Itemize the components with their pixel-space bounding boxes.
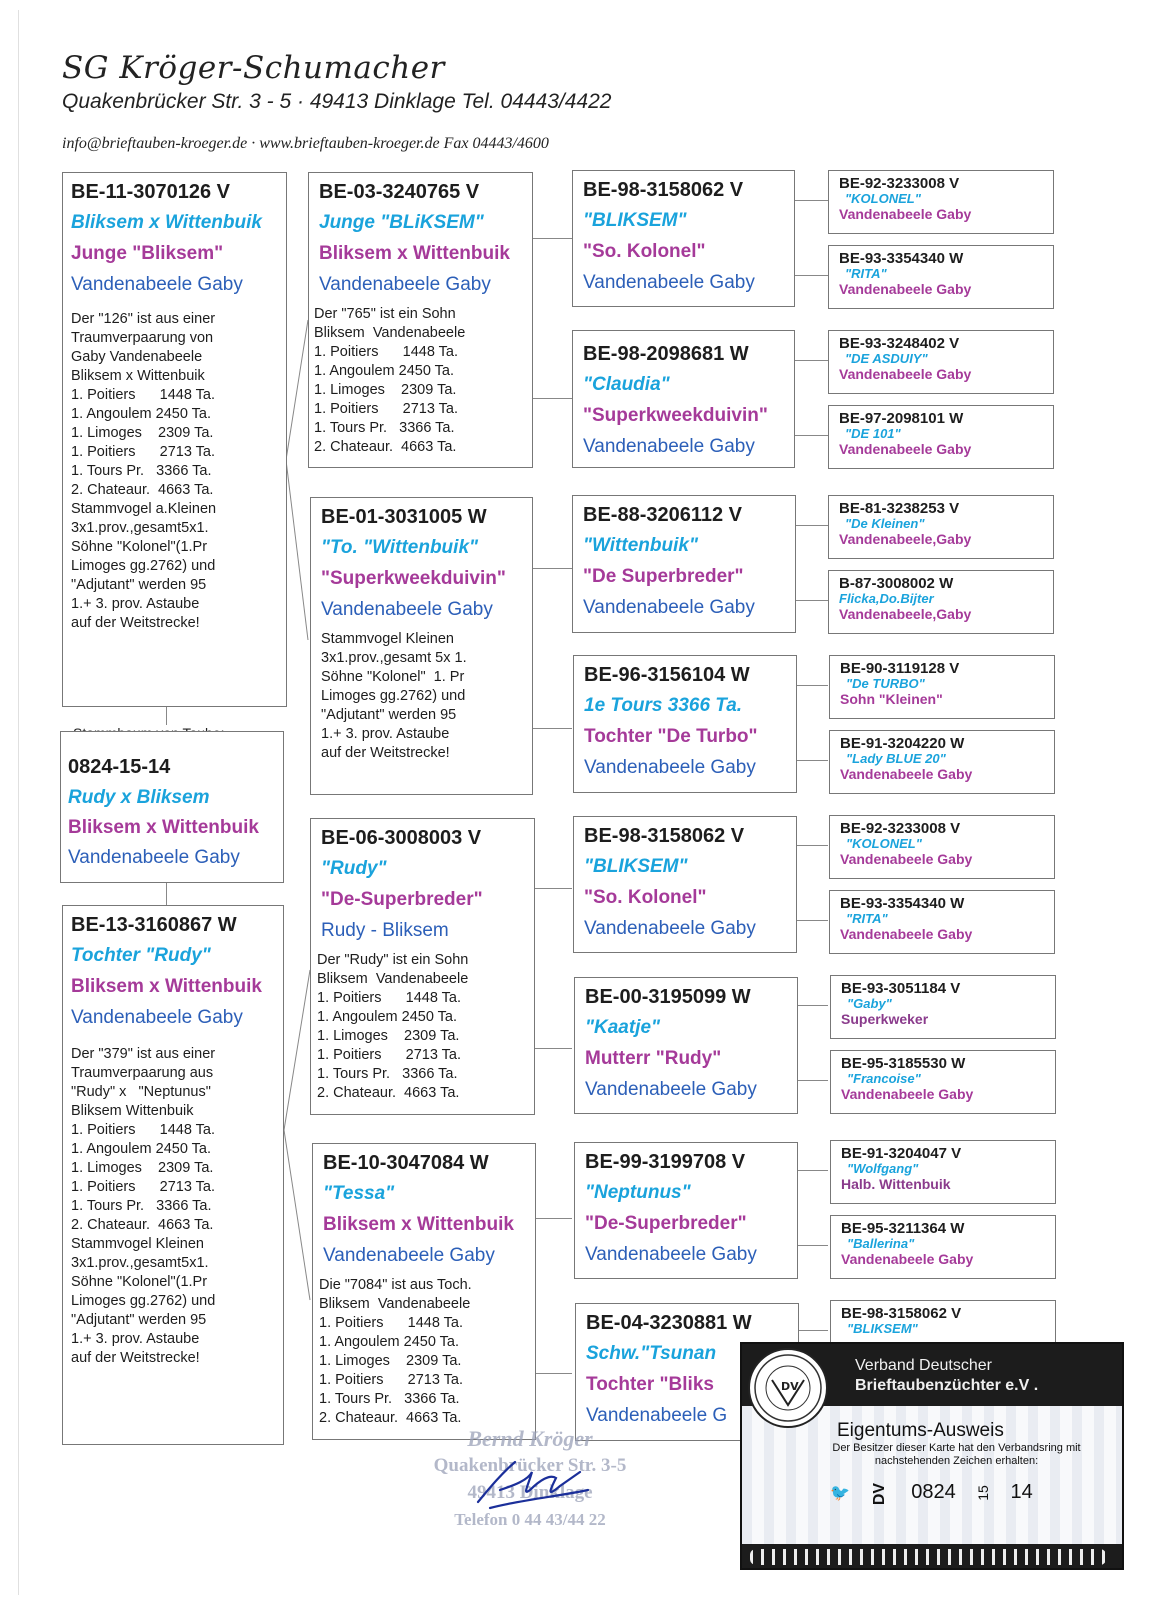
gen3-box <box>572 495 796 633</box>
breeder-contact: info@brieftauben-kroeger.de · www.brieftauben-kroeger.de Fax 04443/4600 <box>62 135 549 152</box>
gen3-ring: BE-04-3230881 W <box>586 1312 752 1334</box>
gen4-name: Flicka,Do.Bijter <box>839 591 934 606</box>
connector-line <box>532 888 572 889</box>
gen3-line: Tochter "De Turbo" <box>584 726 758 747</box>
gen4-box <box>830 1050 1056 1114</box>
gen3-line: Mutterr "Rudy" <box>585 1048 722 1069</box>
gen3-owner: Vandenabeele Gaby <box>584 918 756 939</box>
ring-number: 0824 <box>911 1481 956 1503</box>
gen3-owner: Vandenabeele Gaby <box>584 757 756 778</box>
gen4-ring: BE-95-3211364 W <box>841 1220 965 1237</box>
signature-image <box>470 1450 600 1520</box>
association-name-line1: Verband Deutscher <box>855 1357 992 1374</box>
connector-line <box>794 1245 828 1246</box>
dam-box <box>62 905 284 1445</box>
breeder-name: SG Kröger-Schumacher <box>62 50 445 86</box>
gen3-owner: Vandenabeele G <box>586 1405 728 1426</box>
gen4-name: "RITA" <box>845 266 887 281</box>
gen3-line: "Superkweekduivin" <box>583 405 768 426</box>
ownership-card <box>740 1342 1124 1570</box>
gen2-line: "De-Superbreder" <box>321 889 483 910</box>
sire-title: Junge "Bliksem" <box>71 243 224 264</box>
gen4-ring: BE-97-2098101 W <box>839 410 964 427</box>
connector-line <box>794 1170 828 1171</box>
connector-line <box>532 1048 572 1049</box>
subject-box <box>60 731 284 883</box>
gen3-ring: BE-96-3156104 W <box>584 664 750 686</box>
dam-name: Tochter "Rudy" <box>71 945 211 966</box>
gen4-box <box>828 170 1054 234</box>
gen4-owner: Vandenabeele,Gaby <box>839 531 972 547</box>
gen4-owner: Vandenabeele Gaby <box>839 206 972 222</box>
gen4-owner: Halb. Wittenbuik <box>841 1176 951 1192</box>
gen2-ring: BE-03-3240765 V <box>319 181 480 203</box>
connector-line <box>794 600 828 601</box>
connector-line <box>794 1005 828 1006</box>
gen2-ring: BE-10-3047084 W <box>323 1152 489 1174</box>
gen4-name: "BLIKSEM" <box>847 1321 918 1336</box>
gen4-owner: Superkweker <box>841 1011 929 1027</box>
stamp-line: Bernd Kröger <box>467 1426 593 1451</box>
gen3-name: "Wittenbuik" <box>583 535 698 556</box>
gen4-box <box>828 245 1054 309</box>
card-title: Eigentums-Ausweis <box>837 1420 1004 1441</box>
gen4-ring: BE-98-3158062 V <box>841 1305 962 1322</box>
gen4-box <box>829 730 1055 794</box>
gen2-line: "Superkweekduivin" <box>321 568 506 589</box>
gen4-box <box>830 975 1056 1039</box>
connector-line <box>532 238 572 239</box>
gen4-owner: Vandenabeele Gaby <box>840 851 973 867</box>
gen3-owner: Vandenabeele Gaby <box>583 272 755 293</box>
gen3-name: "BLIKSEM" <box>584 856 688 877</box>
ring-year: 15 <box>975 1485 992 1501</box>
gen2-name: "Tessa" <box>323 1183 395 1204</box>
gen3-owner: Vandenabeele Gaby <box>583 597 755 618</box>
gen2-box <box>308 172 533 468</box>
card-text: Der Besitzer dieser Karte hat den Verbandsring mit nachstehenden Zeichen erhalten: <box>832 1442 1081 1467</box>
gen3-box <box>573 655 797 793</box>
gen4-name: "Ballerina" <box>847 1236 915 1251</box>
connector-line <box>794 1080 828 1081</box>
gen2-name: Junge "BLiKSEM" <box>319 212 484 233</box>
ring-seq: 14 <box>1010 1481 1033 1503</box>
association-logo-icon <box>748 1348 828 1428</box>
gen2-owner: Vandenabeele Gaby <box>321 599 493 620</box>
gen4-name: "Gaby" <box>847 996 892 1011</box>
gen4-name: "KOLONEL" <box>845 191 921 206</box>
dam-notes: Der "379" ist aus einer Traumverpaarung aus "Rudy" x "Neptunus" Bliksem Wittenbuik 1. Poitiers 1448 Ta. 1. Angoulem 2450 Ta. 1. Limoges 2309 Ta. 1. Poitiers 2713 Ta. 1. Tours Pr. 3366 Ta. 2. Chateaur. 4663 Ta. Stammvogel Kleinen 3x1.prov.,gesamt5x1. Söhne "Kolonel"(1.Pr Limoges gg.2762) und "Adjutant" werden 95 1.+ 3. prov. Astaube auf der Weitstrecke! <box>71 1046 216 1366</box>
gen4-box <box>830 1140 1056 1204</box>
connector-line <box>794 920 828 921</box>
connector-line <box>532 1373 572 1374</box>
connector-line <box>794 1330 828 1331</box>
ring-prefix: DV <box>871 1482 889 1506</box>
connector-line <box>794 200 828 201</box>
association-name <box>855 1356 1038 1396</box>
dam-line: Bliksem x Wittenbuik <box>71 976 262 997</box>
gen4-owner: Vandenabeele Gaby <box>839 281 972 297</box>
gen4-ring: BE-92-3233008 V <box>840 820 961 837</box>
gen3-box <box>572 330 795 468</box>
gen3-line: Tochter "Bliks <box>586 1374 714 1395</box>
gen4-owner: Vandenabeele Gaby <box>839 366 972 382</box>
dam-owner: Vandenabeele Gaby <box>71 1007 243 1028</box>
gen4-ring: BE-95-3185530 W <box>841 1055 966 1072</box>
gen3-name: "BLIKSEM" <box>583 210 687 231</box>
gen2-owner: Rudy - Bliksem <box>321 920 449 941</box>
pigeon-icon: 🐦 <box>830 1485 850 1502</box>
gen2-name: "To. "Wittenbuik" <box>321 537 479 558</box>
gen2-ring: BE-01-3031005 W <box>321 506 487 528</box>
connector-line <box>794 275 828 276</box>
subject-ring: 0824-15-14 <box>68 756 171 778</box>
gen4-box <box>828 330 1054 394</box>
gen2-notes: Die "7084" ist aus Toch. Bliksem Vandenabeele 1. Poitiers 1448 Ta. 1. Angoulem 2450 Ta. 1. Limoges 2309 Ta. 1. Poitiers 2713 Ta. 1. Tours Pr. 3366 Ta. 2. Chateaur. 4663 Ta. <box>319 1277 472 1426</box>
sire-name: Bliksem x Wittenbuik <box>71 212 262 233</box>
gen4-ring: BE-93-3354340 W <box>839 250 964 267</box>
gen4-owner: Vandenabeele Gaby <box>841 1086 974 1102</box>
gen4-owner: Vandenabeele Gaby <box>841 1251 974 1267</box>
gen3-box <box>574 1142 798 1279</box>
gen3-name: "Claudia" <box>583 374 670 395</box>
gen4-ring: BE-81-3238253 V <box>839 500 960 517</box>
gen3-line: "So. Kolonel" <box>584 887 707 908</box>
gen4-box <box>830 1215 1056 1279</box>
subject-name: Rudy x Bliksem <box>68 787 210 808</box>
gen4-ring: BE-91-3204047 V <box>841 1145 962 1162</box>
svg-text:DV: DV <box>781 1380 799 1393</box>
gen2-name: "Rudy" <box>321 858 387 879</box>
gen2-line: Bliksem x Wittenbuik <box>319 243 510 264</box>
gen2-owner: Vandenabeele Gaby <box>319 274 491 295</box>
gen4-name: "DE ASDUIY" <box>845 351 928 366</box>
gen4-name: "RITA" <box>846 911 888 926</box>
gen3-owner: Vandenabeele Gaby <box>585 1079 757 1100</box>
gen4-name: "KOLONEL" <box>846 836 922 851</box>
gen4-box <box>829 890 1055 954</box>
connector-line <box>794 685 828 686</box>
sire-box <box>62 172 287 707</box>
connector-line <box>166 883 167 905</box>
connector-line <box>794 360 828 361</box>
connector-line <box>532 1218 572 1219</box>
dam-ring: BE-13-3160867 W <box>71 914 237 936</box>
gen2-ring: BE-06-3008003 V <box>321 827 482 849</box>
gen3-line: "De Superbreder" <box>583 566 744 587</box>
subject-line: Bliksem x Wittenbuik <box>68 817 259 838</box>
gen3-name: Schw."Tsunan <box>586 1343 717 1364</box>
gen2-notes: Der "765" ist ein Sohn Bliksem Vandenabeele 1. Poitiers 1448 Ta. 1. Angoulem 2450 Ta. 1. Limoges 2309 Ta. 1. Poitiers 2713 Ta. 1. Tours Pr. 3366 Ta. 2. Chateaur. 4663 Ta. <box>314 306 466 455</box>
stamp-line: 49413 Dinklage <box>467 1482 593 1503</box>
gen4-name: "Francoise" <box>847 1071 921 1086</box>
sire-notes: Der "126" ist aus einer Traumverpaarung von Gaby Vandenabeele Bliksem x Wittenbuik 1. Poitiers 1448 Ta. 1. Angoulem 2450 Ta. 1. Limoges 2309 Ta. 1. Poitiers 2713 Ta. 1. Tours Pr. 3366 Ta. 2. Chateaur. 4663 Ta. Stammvogel a.Kleinen 3x1.prov.,gesamt5x1. Söhne "Kolonel"(1.Pr Limoges gg.2762) und "Adjutant" werden 95 1.+ 3. prov. Astaube auf der Weitstrecke! <box>71 311 217 631</box>
gen4-owner: Vandenabeele,Gaby <box>839 606 972 622</box>
breeder-address: Quakenbrücker Str. 3 - 5 · 49413 Dinklage Tel. 04443/4422 <box>62 90 612 113</box>
gen3-box <box>574 977 798 1114</box>
gen4-owner: Vandenabeele Gaby <box>840 926 973 942</box>
connector-line <box>532 398 572 399</box>
gen2-notes: Der "Rudy" ist ein Sohn Bliksem Vandenabeele 1. Poitiers 1448 Ta. 1. Angoulem 2450 Ta. 1. Limoges 2309 Ta. 1. Poitiers 2713 Ta. 1. Tours Pr. 3366 Ta. 2. Chateaur. 4663 Ta. <box>317 952 469 1101</box>
stamp-line: Quakenbrücker Str. 3-5 <box>433 1455 627 1476</box>
gen4-name: "De Kleinen" <box>845 516 925 531</box>
gen2-box <box>310 818 535 1115</box>
connector-line <box>794 435 828 436</box>
connector-line <box>532 568 572 569</box>
gen4-name: "De TURBO" <box>846 676 925 691</box>
gen2-box <box>312 1143 536 1440</box>
association-name-line2: Brieftaubenzüchter e.V . <box>855 1377 1039 1394</box>
gen3-ring: BE-98-2098681 W <box>583 343 749 365</box>
gen4-owner: Sohn "Kleinen" <box>840 691 943 707</box>
gen2-box <box>310 497 533 795</box>
gen3-name: "Kaatje" <box>585 1017 661 1038</box>
stamp-line: Telefon 0 44 43/44 22 <box>454 1510 606 1529</box>
gen3-name: 1e Tours 3366 Ta. <box>584 695 743 716</box>
card-footer-pattern <box>750 1549 1106 1565</box>
gen3-owner: Vandenabeele Gaby <box>583 436 755 457</box>
card-ring-number <box>830 1481 1047 1504</box>
sire-ring: BE-11-3070126 V <box>71 181 231 203</box>
gen3-ring: BE-98-3158062 V <box>584 825 745 847</box>
gen3-ring: BE-99-3199708 V <box>585 1151 746 1173</box>
gen4-box <box>829 815 1055 879</box>
gen4-box <box>829 655 1055 719</box>
gen2-notes: Stammvogel Kleinen 3x1.prov.,gesamt 5x 1. Söhne "Kolonel" 1. Pr Limoges gg.2762) und "Adjutant" werden 95 1.+ 3. prov. Astaube auf der Weitstrecke! <box>321 631 467 761</box>
gen3-line: "So. Kolonel" <box>583 241 706 262</box>
gen4-ring: BE-93-3248402 V <box>839 335 960 352</box>
gen3-owner: Vandenabeele Gaby <box>585 1244 757 1265</box>
gen2-line: Bliksem x Wittenbuik <box>323 1214 514 1235</box>
subject-owner: Vandenabeele Gaby <box>68 847 240 868</box>
gen3-line: "De-Superbreder" <box>585 1213 747 1234</box>
gen3-name: "Neptunus" <box>585 1182 691 1203</box>
connector-line <box>532 728 572 729</box>
gen4-ring: BE-93-3354340 W <box>840 895 965 912</box>
gen4-box <box>828 405 1054 469</box>
gen4-name: "Lady BLUE 20" <box>846 751 946 766</box>
gen3-ring: BE-00-3195099 W <box>585 986 751 1008</box>
gen3-ring: BE-98-3158062 V <box>583 179 744 201</box>
gen4-box <box>828 570 1054 634</box>
gen3-box <box>573 816 797 953</box>
gen4-ring: BE-91-3204220 W <box>840 735 965 752</box>
connector-line <box>794 845 828 846</box>
gen4-ring: BE-92-3233008 V <box>839 175 960 192</box>
connector-line <box>794 760 828 761</box>
connector-line <box>794 525 828 526</box>
gen3-ring: BE-88-3206112 V <box>583 504 743 526</box>
gen4-owner: Vandenabeele Gaby <box>840 766 973 782</box>
card-footer <box>742 1544 1122 1568</box>
gen2-owner: Vandenabeele Gaby <box>323 1245 495 1266</box>
gen4-name: "DE 101" <box>845 426 901 441</box>
gen4-owner: Vandenabeele Gaby <box>839 441 972 457</box>
gen3-box <box>572 170 795 307</box>
gen4-ring: B-87-3008002 W <box>839 575 954 592</box>
sire-owner: Vandenabeele Gaby <box>71 274 243 295</box>
gen4-ring: BE-90-3119128 V <box>840 660 960 677</box>
gen4-box <box>828 495 1054 559</box>
gen4-name: "Wolfgang" <box>847 1161 919 1176</box>
gen4-ring: BE-93-3051184 V <box>841 980 961 997</box>
